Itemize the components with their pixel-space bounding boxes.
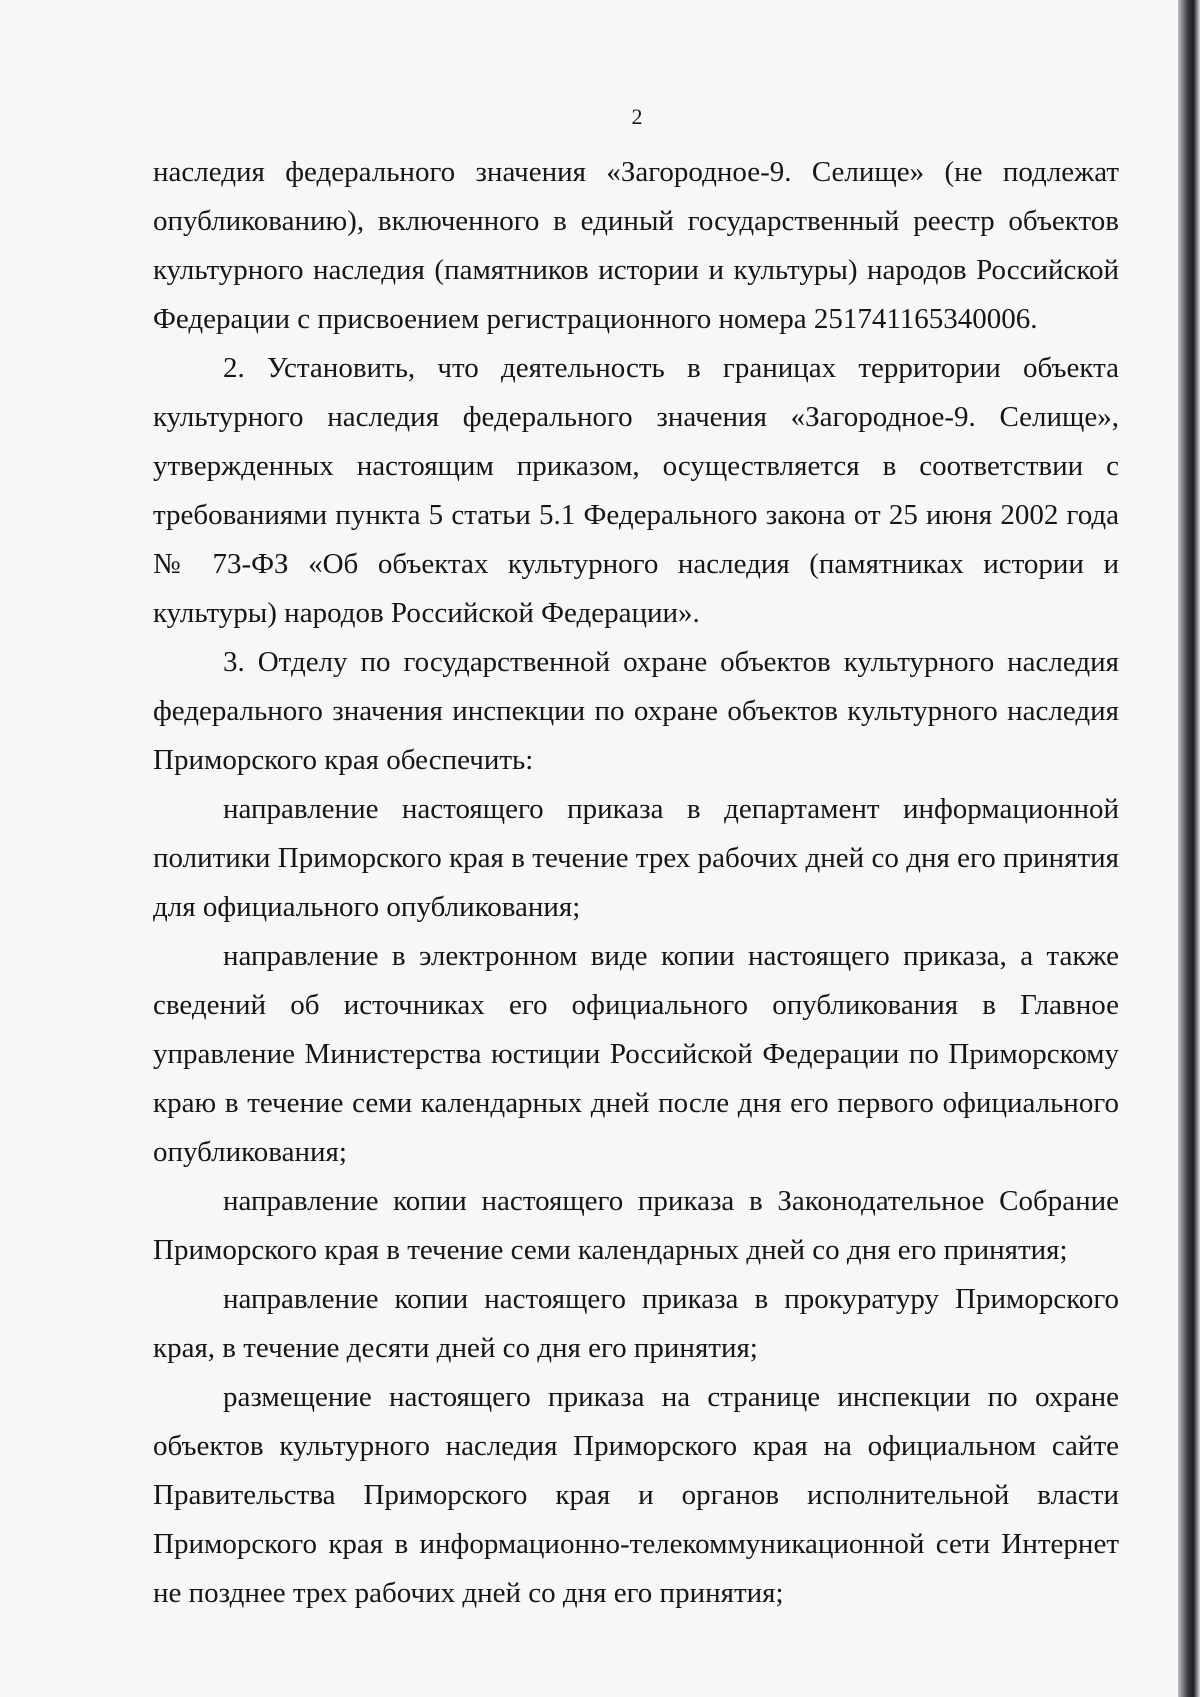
paragraph-continuation: наследия федерального значения «Загородное-9. Селище» (не подлежат опубликованию), включенного в единый государственный реестр объектов культурного наследия (памятников истории и культуры) народов Российской Федерации с присвоением регистрационного номера 251741165340006. — [153, 156, 1119, 335]
paragraph-subitem-publication: направление настоящего приказа в департамент информационной политики Приморского края в течение трех рабочих дней со дня его принятия для официального опубликования; — [153, 793, 1119, 923]
scan-edge-shadow — [1178, 0, 1200, 1697]
paragraph-subitem-ministry-justice: направление в электронном виде копии настоящего приказа, а также сведений об источниках его официального опубликования в Главное управление Министерства юстиции Российской Федерации по Приморскому краю в течение семи календарных дней после дня его первого официального опубликования; — [153, 940, 1119, 1168]
paragraph-item-3: 3. Отделу по государственной охране объектов культурного наследия федерального значения инспекции по охране объектов культурного наследия Приморского края обеспечить: — [153, 646, 1119, 776]
paragraph-subitem-legislative-assembly: направление копии настоящего приказа в Законодательное Собрание Приморского края в течение семи календарных дней со дня его принятия; — [153, 1185, 1119, 1266]
page-number: 2 — [631, 104, 643, 129]
document-body — [153, 148, 1119, 1618]
paragraph-item-2: 2. Установить, что деятельность в границах территории объекта культурного наследия федерального значения «Загородное-9. Селище», утвержденных настоящим приказом, осуществляется в соответствии с требованиями пункта 5 статьи 5.1 Федерального закона от 25 июня 2002 года № 73-ФЗ «Об объектах культурного наследия (памятниках истории и культуры) народов Российской Федерации». — [153, 352, 1119, 629]
paragraph-subitem-website: размещение настоящего приказа на странице инспекции по охране объектов культурного наследия Приморского края на официальном сайте Правительства Приморского края и органов исполнительной власти Приморского края в информационно-телекоммуникационной сети Интернет не позднее трех рабочих дней со дня его принятия; — [153, 1381, 1119, 1609]
paragraph-subitem-prosecutor: направление копии настоящего приказа в прокуратуру Приморского края, в течение десяти дней со дня его принятия; — [153, 1283, 1119, 1364]
